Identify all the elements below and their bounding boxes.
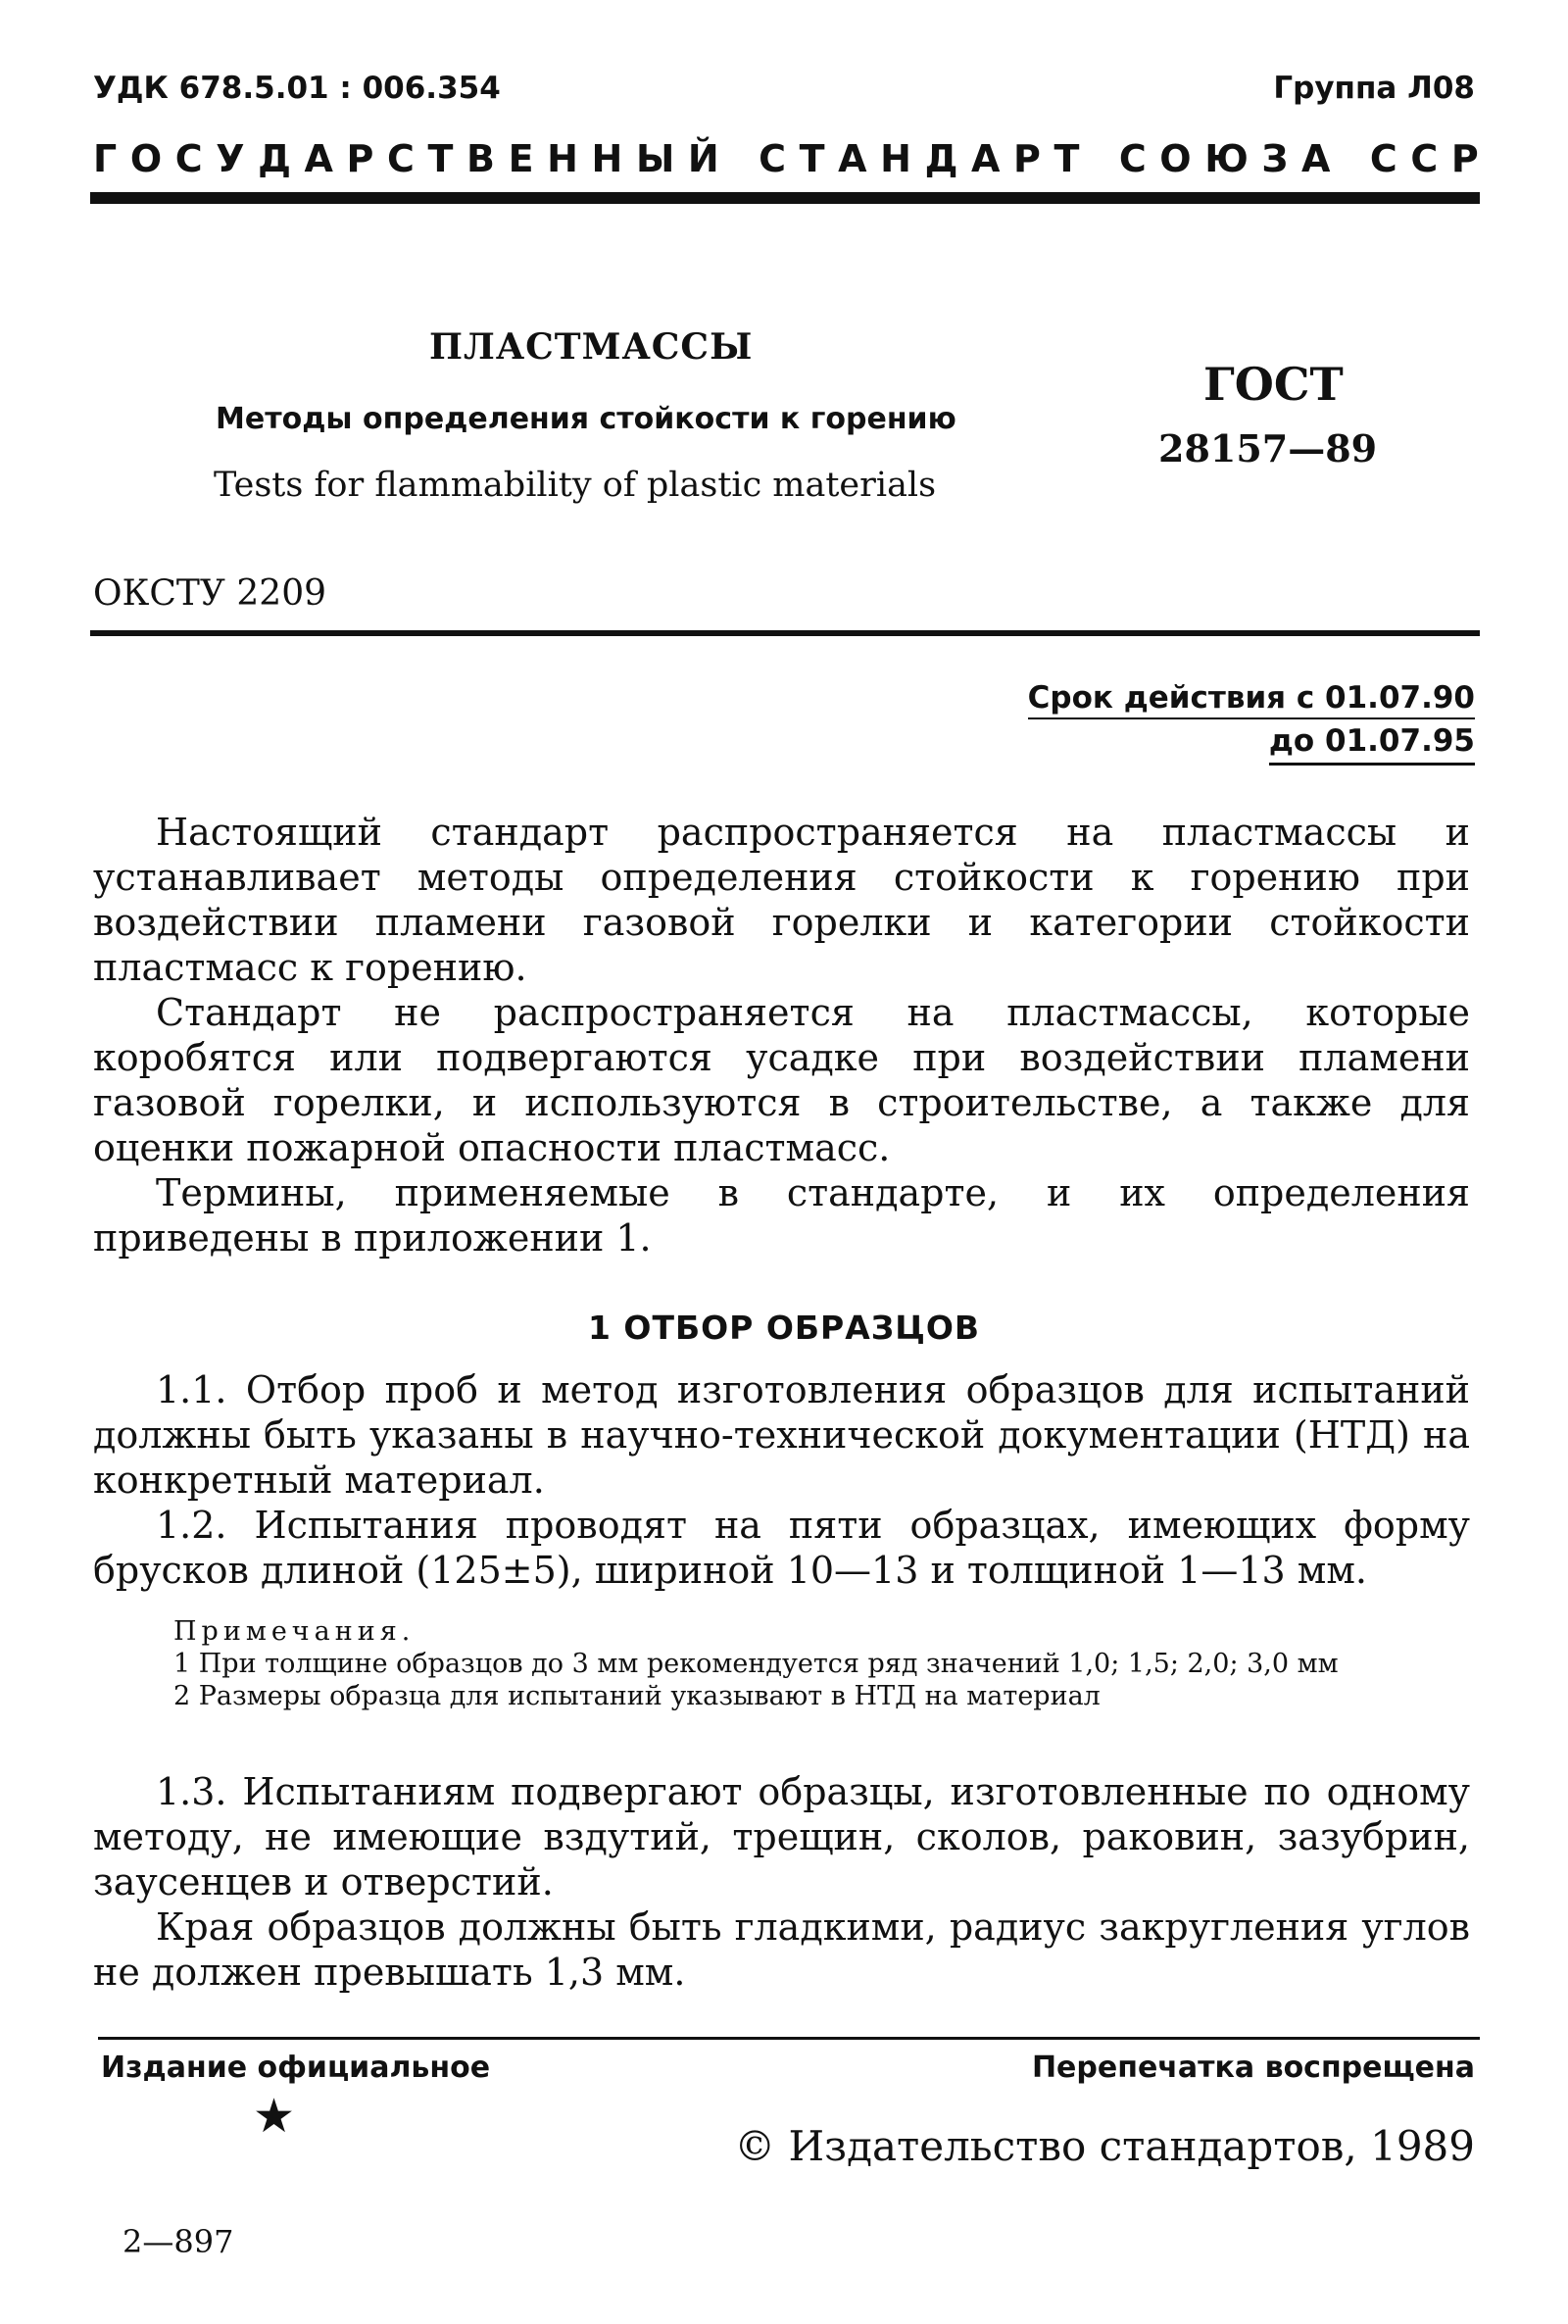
intro-paragraph: Термины, применяемые в стандарте, и их определения приведены в приложении 1. — [93, 1171, 1470, 1260]
intro-text — [93, 810, 1470, 1261]
validity-from: Срок действия с 01.07.90 — [1028, 680, 1475, 719]
validity-to: до 01.07.95 — [1269, 723, 1475, 766]
copyright-text: Издательство стандартов, 1989 — [788, 2122, 1475, 2170]
gost-number: 28157—89 — [1158, 426, 1378, 470]
section1-body-continued — [93, 1769, 1470, 1995]
document-title: ПЛАСТМАССЫ — [429, 326, 754, 368]
clause-1-1: 1.1. Отбор проб и метод изготовления образцов для испытаний должны быть указаны в научно-технической документации (НТД) на конкретный материал. — [93, 1368, 1470, 1502]
okstu-code: ОКСТУ 2209 — [93, 573, 327, 614]
intro-paragraph: Стандарт не распространяется на пластмассы, которые коробятся или подвергаются усадке при воздействии пламени газовой горелки, и используются в строительстве, а также для оценки пожарной опасности пластмасс. — [93, 991, 1470, 1169]
udk-code: УДК 678.5.01 : 006.354 — [93, 71, 501, 106]
copyright-line — [734, 2122, 1475, 2170]
section-heading: 1 ОТБОР ОБРАЗЦОВ — [587, 1309, 981, 1347]
section1-body — [93, 1367, 1470, 1593]
star-icon: ★ — [253, 2089, 296, 2144]
clause-1-3: 1.3. Испытаниям подвергают образцы, изготовленные по одному методу, не имеющие вздутий, трещин, сколов, раковин, зазубрин, заусенцев и отверстий. — [93, 1770, 1470, 1904]
title-rule — [90, 630, 1480, 636]
header-rule — [90, 192, 1480, 204]
print-code: 2—897 — [122, 2223, 234, 2260]
document-subtitle-ru: Методы определения стойкости к горению — [216, 402, 956, 436]
copyright-icon: © — [734, 2122, 776, 2170]
note-2: 2 Размеры образца для испытаний указывают в НТД на материал — [173, 1681, 1101, 1711]
reprint-prohibited: Перепечатка воспрещена — [1031, 2051, 1475, 2085]
state-standard-banner: ГОСУДАРСТВЕННЫЙ СТАНДАРТ СОЮЗА ССР — [93, 137, 1493, 180]
notes-block — [93, 1615, 1470, 1712]
official-edition: Издание официальное — [101, 2051, 491, 2085]
footer-rule — [98, 2037, 1480, 2040]
document-subtitle-en: Tests for flammability of plastic materials — [214, 466, 937, 505]
intro-paragraph: Настоящий стандарт распространяется на пластмассы и устанавливает методы определения стойкости к горению при воздействии пламени газовой горелки и категории стойкости пластмасс к горению. — [93, 811, 1470, 989]
notes-title: Примечания. — [173, 1616, 416, 1647]
group-code: Группа Л08 — [1273, 71, 1475, 106]
gost-label: ГОСТ — [1203, 358, 1344, 411]
clause-1-3-edges: Края образцов должны быть гладкими, радиус закругления углов не должен превышать 1,3 мм. — [93, 1905, 1470, 1994]
clause-1-2: 1.2. Испытания проводят на пяти образцах, имеющих форму брусков длиной (125±5), шириной 10—13 и толщиной 1—13 мм. — [93, 1504, 1470, 1592]
note-1: 1 При толщине образцов до 3 мм рекомендуется ряд значений 1,0; 1,5; 2,0; 3,0 мм — [173, 1649, 1339, 1679]
